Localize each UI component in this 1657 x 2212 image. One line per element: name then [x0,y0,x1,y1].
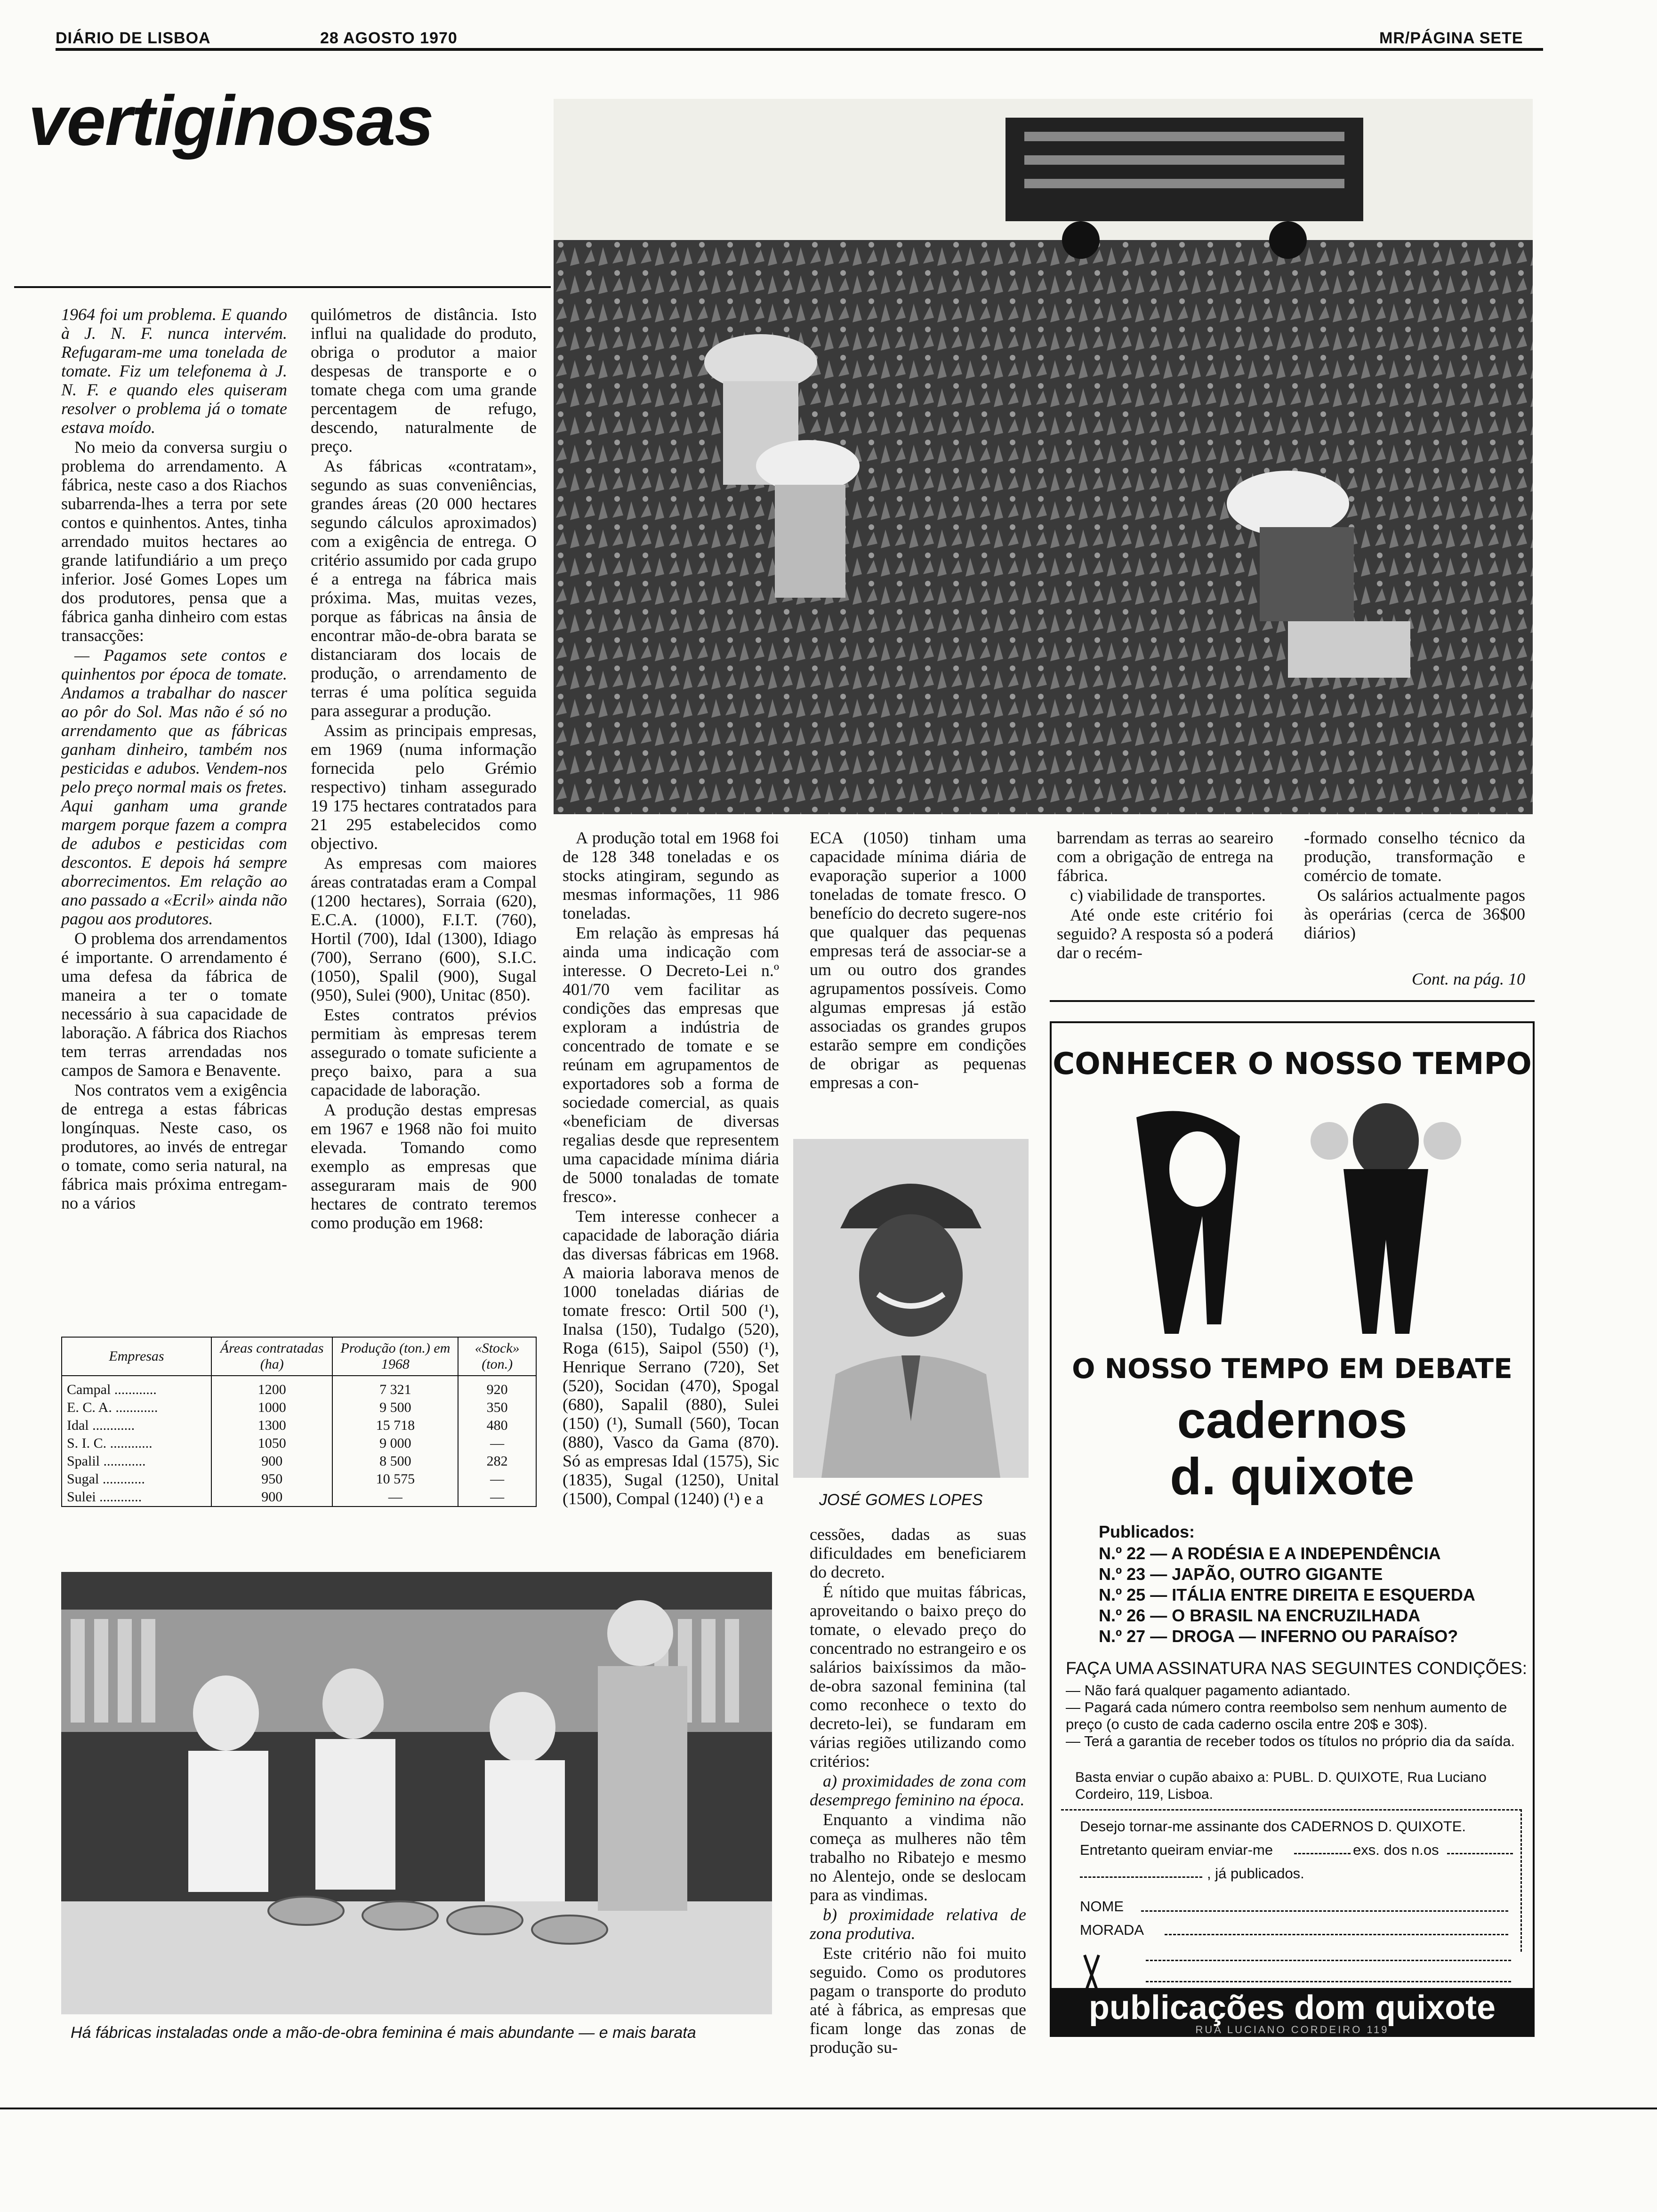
table-cell-empresa: Sugal ............ [62,1470,211,1488]
portrait-photo [793,1139,1029,1478]
ad-published-label: Publicados: [1099,1522,1195,1541]
article-column-6 [1304,828,1525,970]
table-cell-stock: 282 [458,1452,536,1470]
col4b-para-3: a) proximidades de zona com desemprego feminino na época. [810,1771,1026,1809]
col5-para-2: c) viabilidade de transportes. [1070,886,1266,905]
table-cell-area: 1200 [211,1376,332,1399]
table-cell-producao: 7 321 [332,1376,458,1399]
coupon-quantity-field[interactable] [1294,1853,1351,1854]
table-cell-producao: 15 718 [332,1417,458,1435]
table-cell-empresa: Spalil ............ [62,1452,211,1470]
col5-para-1: barrendam as terras ao seareiro com a obrigação de entrega na fábrica. [1057,828,1273,885]
table-cell-area: 900 [211,1452,332,1470]
ad-send-to: Basta enviar o cupão abaixo a: PUBL. D. QUIXOTE, Rua Luciano Cordeiro, 119, Lisboa. [1075,1770,1487,1802]
coupon-line-2b: exs. dos n.os [1353,1842,1439,1858]
table-row [62,1452,536,1470]
article-column-1 [61,305,287,1336]
subscription-coupon[interactable] [1061,1809,1522,1952]
ad-footer-title: publicações dom quixote [1088,1989,1496,2027]
col4-para-1: ECA (1050) tinham uma capacidade mínima diária de evaporação superior a 1000 toneladas de tomate fresco. O benefício do decreto sugere-nos que qualquer das pequenas empresas terá de associar-se a um ou outro dos grandes agrupamentos possíveis. Como algumas empresas já estão associadas os grandes grupos estarão sempre em condições de obrigar as pequenas empresas a con- [810,828,1026,1092]
table-cell-stock: 920 [458,1376,536,1399]
col2-para-1: quilómetros de distância. Isto influi na qualidade do produto, obriga o produtor a maior despesas de transporte e o tomate chega com uma grande percentagem de refugo, descendo, naturalmente de preço. [311,305,537,456]
col6-para-2: Os salários actualmente pagos às operárias (cerca de 36$00 diários) [1304,886,1525,942]
coupon-issues-field[interactable] [1447,1853,1513,1854]
table-header-producao: Produção (ton.) em 1968 [332,1337,458,1376]
table-cell-producao: — [332,1488,458,1507]
article-column-4b [810,1525,1026,2057]
ad-footer-address: RUA LUCIANO CORDEIRO 119 [1195,2024,1389,2036]
ad-subtitle: O NOSSO TEMPO EM DEBATE [1072,1353,1512,1385]
table-row [62,1399,536,1417]
col4b-para-6: Este critério não foi muito seguido. Como os produtores pagam o transporte do produto até à fábrica, as empresas que ficam longe das zonas de produção su- [810,1944,1026,2057]
table-cell-area: 1300 [211,1417,332,1435]
article-column-4 [810,828,1026,1139]
ad-illustration [1099,1098,1485,1343]
table-header-areas: Áreas contratadas (ha) [211,1337,332,1376]
headline: vertiginosas [28,81,433,160]
coupon-name-label: NOME [1080,1898,1124,1915]
tomato-harvest-photo [554,99,1533,814]
ad-conditions-list [1066,1682,1518,1750]
coupon-extra-line-2[interactable] [1146,1981,1511,1982]
masthead-date: 28 AGOSTO 1970 [320,29,458,47]
col2-para-5: Estes contratos prévios permitiam às empresas terem assegurado o tomate suficiente a preço baixo, para a sua capacidade de laboração. [311,1005,537,1099]
portrait-caption: JOSÉ GOMES LOPES [819,1491,983,1509]
table-cell-producao: 8 500 [332,1452,458,1470]
col3-para-1: A produção total em 1968 foi de 128 348 toneladas e os stocks atingiram, segundo as mesmas informações, 11 986 toneladas. [563,828,779,922]
ad-condition-item: — Terá a garantia de receber todos os títulos no próprio dia da saída. [1066,1733,1515,1749]
table-cell-stock: — [458,1435,536,1452]
table-cell-empresa: Idal ............ [62,1417,211,1435]
table-header-row [62,1337,536,1376]
table-cell-stock: — [458,1488,536,1507]
table-cell-area: 1000 [211,1399,332,1417]
ad-issue-item: N.º 26 — O BRASIL NA ENCRUZILHADA [1099,1606,1421,1625]
table-cell-stock: 350 [458,1399,536,1417]
table-cell-stock: 480 [458,1417,536,1435]
col2-para-2: As fábricas «contratam», segundo as suas conveniências, grandes áreas (20 000 hectares segundo cálculos aproximados) com a exigência de entrega. O critério assumido por cada grupo é a entrega na fábrica mais próxima. Mas, muitas vezes, porque as fábricas na ânsia de encontrar mão-de-obra barata se distanciaram dos locais de produção, o arrendamento de terras é uma política seguida para assegurar a produção. [311,457,537,720]
coupon-name-field[interactable] [1141,1910,1508,1912]
article-column-2 [311,305,537,1336]
col1-para-4: O problema dos arrendamentos é importante. O arrendamento é uma defesa da fábrica de maneira a ter o tomate necessário à sua capacidade de laboração. A fábrica dos Riachos tem terras arrendadas nos campos de Samora e Benavente. [61,929,287,1080]
ad-footer-banner [1052,1988,1533,2035]
table-cell-empresa: Campal ............ [62,1376,211,1399]
production-table [61,1337,537,1507]
factory-photo-caption: Há fábricas instaladas onde a mão-de-obra feminina é mais abundante — e mais barata [71,2024,696,2042]
col1-para-5: Nos contratos vem a exigência de entrega a estas fábricas longínquas. Neste caso, os produtores, ao invés de entregar o tomate, como seria natural, na fábrica mais próxima entregam-no a vários [61,1081,287,1212]
table-cell-producao: 9 500 [332,1399,458,1417]
ad-issue-item: N.º 23 — JAPÃO, OUTRO GIGANTE [1099,1564,1383,1584]
coupon-extra-line-1[interactable] [1146,1960,1511,1961]
ad-issues-list [1099,1543,1475,1647]
continued-note: Cont. na pág. 10 [1411,970,1525,988]
harvest-photo-art [554,99,1533,814]
ad-figures-art [1099,1098,1485,1343]
coupon-line-2a: Entretanto queiram enviar-me [1080,1842,1273,1858]
table-cell-empresa: E. C. A. ............ [62,1399,211,1417]
col2-para-6: A produção destas empresas em 1967 e 1968 não foi muito elevada. Tomando como exemplo as empresas que asseguraram mais de 900 hectares de contrato teremos como produção em 1968: [311,1100,537,1232]
table-row [62,1376,536,1399]
production-table-wrap [61,1337,537,1507]
table-cell-empresa: S. I. C. ............ [62,1435,211,1452]
col3-para-3: Tem interesse conhecer a capacidade de laboração diária das diversas fábricas em 1968. A maioria laborava menos de 1000 toneladas diárias de tomate fresco: Ortil 500 (¹), Inalsa (150), Tudalgo (520), Roga (615), Saipol (550) (¹), Henrique Serrano (720), Set (520), Socidan (470), Spogal (680), Sapalil (880), Sulei (150) (¹), Sumall (560), Tocan (880), Vasco da Gama (870). Só as empresas Idal (1575), Sic (1835), Sugal (1250), Unital (1500), Compal (1240) (¹) e a [563,1207,779,1508]
col1-para-2: No meio da conversa surgiu o problema do arrendamento. A fábrica, neste caso a dos Riachos subarrenda-lhes a terra por sete contos e quinhentos. Antes, tinha arrendado muitos hectares ao grande latifundiário a um preço inferior. José Gomes Lopes um dos produtores, pensa que a fábrica ganha dinheiro com estas transacções: [61,438,287,645]
coupon-issues-field-2[interactable] [1080,1876,1202,1878]
masthead-paper: DIÁRIO DE LISBOA [56,29,211,47]
col2-para-3: Assim as principais empresas, em 1969 (numa informação fornecida pelo Grémio respectivo) tinham assegurado 19 175 hectares contratados para 21 295 estabelecidos como objectivo. [311,721,537,853]
col1-para-3: — Pagamos sete contos e quinhentos por época de tomate. Andamos a trabalhar do nascer ao pôr do Sol. Mas não é só no arrendamento que as fábricas ganham dinheiro, também nos pesticidas e adubos. Vendem-nos pelo preço normal mais os fretes. Aqui ganham uma grande margem porque fazem a compra de adubos e pesticidas com descontos. E depois há sempre aborrecimentos. Em relação ao ano passado a «Ecril» ainda não pagou aos produtores. [61,646,287,928]
table-cell-area: 950 [211,1470,332,1488]
table-header-empresas: Empresas [62,1337,211,1376]
table-row [62,1435,536,1452]
table-cell-producao: 10 575 [332,1470,458,1488]
ad-issue-item: N.º 22 — A RODÉSIA E A INDEPENDÊNCIA [1099,1544,1441,1563]
ad-issue-item: N.º 27 — DROGA — INFERNO OU PARAÍSO? [1099,1627,1458,1646]
col2-para-4: As empresas com maiores áreas contratadas eram a Compal (1200 hectares), Sorraia (620), E.C.A. (1000), F.I.T. (760), Hortil (700), Idal (1300), Idiago (700), Serrano (600), S.I.C. (1050), Spalil (900), Sugal (950), Sulei (900), Unitac (850). [311,854,537,1004]
table-row [62,1470,536,1488]
table-cell-area: 900 [211,1488,332,1507]
ad-title: CONHECER O NOSSO TEMPO [1053,1047,1532,1082]
col5-para-3: Até onde este critério foi seguido? A resposta só a poderá dar o recém- [1057,906,1273,962]
coupon-address-field[interactable] [1165,1934,1508,1935]
ad-condition-item: — Não fará qualquer pagamento adiantado. [1066,1682,1351,1699]
table-cell-producao: 9 000 [332,1435,458,1452]
masthead-rule [56,48,1543,51]
table-row [62,1488,536,1507]
cadernos-ad [1050,1021,1535,2037]
col1-para-1: 1964 foi um problema. E quando à J. N. F. nunca intervém. Refugaram-me uma tonelada de tomate. Fiz um telefonema à J. N. F. e quando eles quiseram resolver o problema já o tomate estava moído. [61,305,287,437]
coupon-line-3: , já publicados. [1207,1865,1304,1882]
article-column-3 [563,828,779,1563]
col4b-para-1: cessões, dadas as suas dificuldades em beneficiarem do decreto. [810,1525,1026,1581]
headline-rule [14,286,551,288]
ad-brand-line-1: cadernos [1177,1391,1408,1449]
portrait-photo-art [793,1139,1029,1478]
coupon-line-1: Desejo tornar-me assinante dos CADERNOS D. QUIXOTE. [1080,1818,1466,1835]
ad-separator-rule [1050,1000,1535,1002]
table-header-stock: «Stock» (ton.) [458,1337,536,1376]
ad-brand-line-2: d. quixote [1170,1448,1415,1506]
table-cell-stock: — [458,1470,536,1488]
table-cell-empresa: Sulei ............ [62,1488,211,1507]
col4b-para-5: b) proximidade relativa de zona produtiva. [810,1905,1026,1943]
col4b-para-2: É nítido que muitas fábricas, aproveitando o baixo preço do tomate, o elevado preço do concentrado no estrangeiro e os salários baixíssimos da mão-de-obra sazonal feminina (tal como reconhece o texto do decreto-lei), se fundaram em várias regiões utilizando como critérios: [810,1582,1026,1771]
ad-condition-item: — Pagará cada número contra reembolso sem nenhum aumento de preço (o custo de cada caderno oscila entre 20$ e 30$). [1066,1699,1507,1732]
table-row [62,1417,536,1435]
table-cell-area: 1050 [211,1435,332,1452]
col4b-para-4: Enquanto a vindima não começa as mulheres não têm trabalho no Ribatejo e mesmo no Alentejo, onde se deslocam para as vindimas. [810,1810,1026,1904]
article-column-5 [1057,828,1273,988]
ad-issue-item: N.º 25 — ITÁLIA ENTRE DIREITA E ESQUERDA [1099,1585,1475,1604]
col3-para-2: Em relação às empresas há ainda uma indicação com interesse. O Decreto-Lei n.º 401/70 vem facilitar as condições das empresas que exploram a indústria de concentrado de tomate e se reúnam em agrupamentos de exportadores sob a forma de sociedade comercial, as quais «beneficiam de diversas regalias desde que representem uma capacidade mínima diária de 5000 tonaladas de tomate fresco». [563,923,779,1206]
ad-conditions-title: FAÇA UMA ASSINATURA NAS SEGUINTES CONDIÇÕES: [1066,1659,1528,1678]
col6-para-1: -formado conselho técnico da produção, transformação e comércio de tomate. [1304,828,1525,885]
page-bottom-rule [0,2108,1657,2109]
factory-workers-photo [61,1572,772,2014]
coupon-address-label: MORADA [1080,1922,1144,1938]
masthead-page: MR/PÁGINA SETE [1379,29,1523,47]
factory-photo-art [61,1572,772,2014]
